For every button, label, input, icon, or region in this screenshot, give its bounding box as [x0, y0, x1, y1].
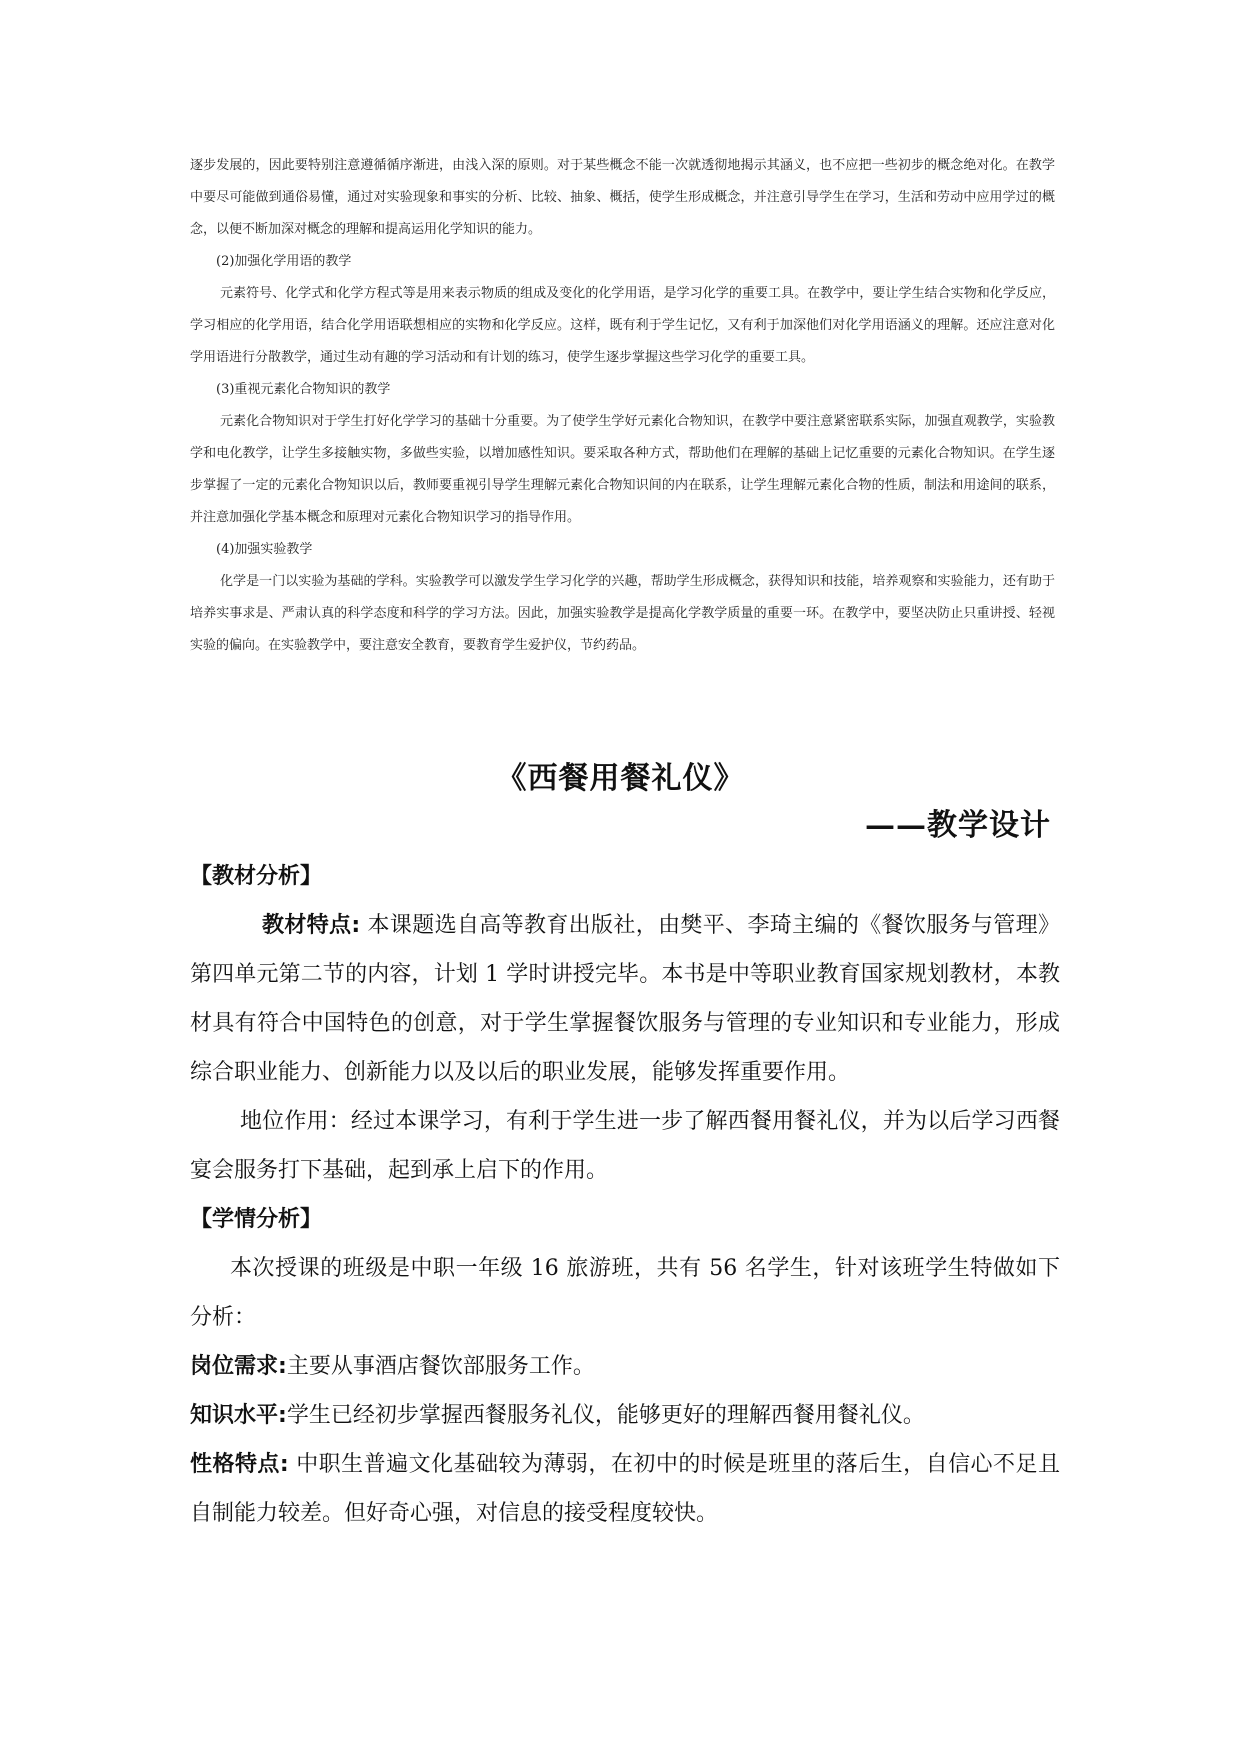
paragraph-knowledge-level — [190, 1391, 1060, 1440]
subheading-experiments: (4)加强实验教学 — [216, 542, 313, 557]
label-knowledge-level: 知识水平: — [190, 1403, 287, 1428]
text-personality: 中职生普遍文化基础较为薄弱，在初中的时候是班里的落后生，自信心不足且自制能力较差。但好奇心强，对信息的接受程度较快。 — [190, 1452, 1060, 1526]
paragraph-personality — [190, 1440, 1060, 1538]
paragraph-class-intro: 本次授课的班级是中职一年级 16 旅游班，共有 56 名学生，针对该班学生特做如下分析： — [190, 1256, 1060, 1330]
paragraph-concepts: 逐步发展的，因此要特别注意遵循循序渐进，由浅入深的原则。对于某些概念不能一次就透彻地揭示其涵义，也不应把一些初步的概念绝对化。在教学中要尽可能做到通俗易懂，通过对实验现象和事实的分析、比较、抽象、概括，使学生形成概念，并注意引导学生在学习，生活和劳动中应用学过的概念，以便不断加深对概念的理解和提高运用化学知识的能力。 — [190, 158, 1055, 237]
text-textbook-features: 本课题选自高等教育出版社，由樊平、李琦主编的《餐饮服务与管理》第四单元第二节的内容，计划 1 学时讲授完毕。本书是中等职业教育国家规划教材，本教材具有符合中国特色的创意，对于学生掌握餐饮服务与管理的专业知识和专业能力，形成综合职业能力、创新能力以及以后的职业发展，能够发挥重要作用。 — [190, 913, 1060, 1085]
document-subtitle: ——教学设计 — [865, 808, 1051, 843]
paragraph-role: 地位作用：经过本课学习，有利于学生进一步了解西餐用餐礼仪，并为以后学习西餐宴会服务打下基础，起到承上启下的作用。 — [190, 1109, 1060, 1183]
paragraph-chemical-language: 元素符号、化学式和化学方程式等是用来表示物质的组成及变化的化学用语，是学习化学的重要工具。在教学中，要让学生结合实物和化学反应，学习相应的化学用语，结合化学用语联想相应的实物和化学反应。这样，既有利于学生记忆，又有利于加深他们对化学用语涵义的理解。还应注意对化学用语进行分散教学，通过生动有趣的学习活动和有计划的练习，使学生逐步掌握这些学习化学的重要工具。 — [190, 286, 1055, 365]
paragraph-textbook-features — [190, 901, 1060, 1097]
document-title: 《西餐用餐礼仪》 — [496, 761, 745, 796]
subheading-chemical-language: (2)加强化学用语的教学 — [216, 254, 352, 269]
paragraph-experiments: 化学是一门以实验为基础的学科。实验教学可以激发学生学习化学的兴趣，帮助学生形成概念，获得知识和技能，培养观察和实验能力，还有助于培养实事求是、严肃认真的科学态度和科学的学习方法。因此，加强实验教学是提高化学教学质量的重要一环。在教学中，要坚决防止只重讲授、轻视实验的偏向。在实验教学中，要注意安全教育，要教育学生爱护仪，节约药品。 — [190, 574, 1055, 653]
paragraph-job-needs — [190, 1342, 1060, 1391]
text-job-needs: 主要从事酒店餐饮部服务工作。 — [286, 1354, 595, 1379]
lesson-design-body — [190, 852, 1060, 1538]
text-knowledge-level: 学生已经初步掌握西餐服务礼仪，能够更好的理解西餐用餐礼仪。 — [286, 1403, 925, 1428]
chemistry-teaching-section — [190, 150, 1055, 662]
heading-student-analysis: 【学情分析】 — [190, 1207, 323, 1232]
subheading-element-compounds: (3)重视元素化合物知识的教学 — [216, 382, 391, 397]
label-personality: 性格特点: — [190, 1452, 289, 1477]
label-job-needs: 岗位需求: — [190, 1354, 287, 1379]
paragraph-element-compounds: 元素化合物知识对于学生打好化学学习的基础十分重要。为了使学生学好元素化合物知识，在教学中要注意紧密联系实际，加强直观教学，实验教学和电化教学，让学生多接触实物，多做些实验，以增加感性知识。要采取各种方式，帮助他们在理解的基础上记忆重要的元素化合物知识。在学生逐步掌握了一定的元素化合物知识以后，教师要重视引导学生理解元素化合物知识间的内在联系，让学生理解元素化合物的性质，制法和用途间的联系，并注意加强化学基本概念和原理对元素化合物知识学习的指导作用。 — [190, 414, 1055, 525]
label-textbook-features: 教材特点: — [262, 913, 361, 938]
heading-textbook-analysis: 【教材分析】 — [190, 864, 323, 889]
